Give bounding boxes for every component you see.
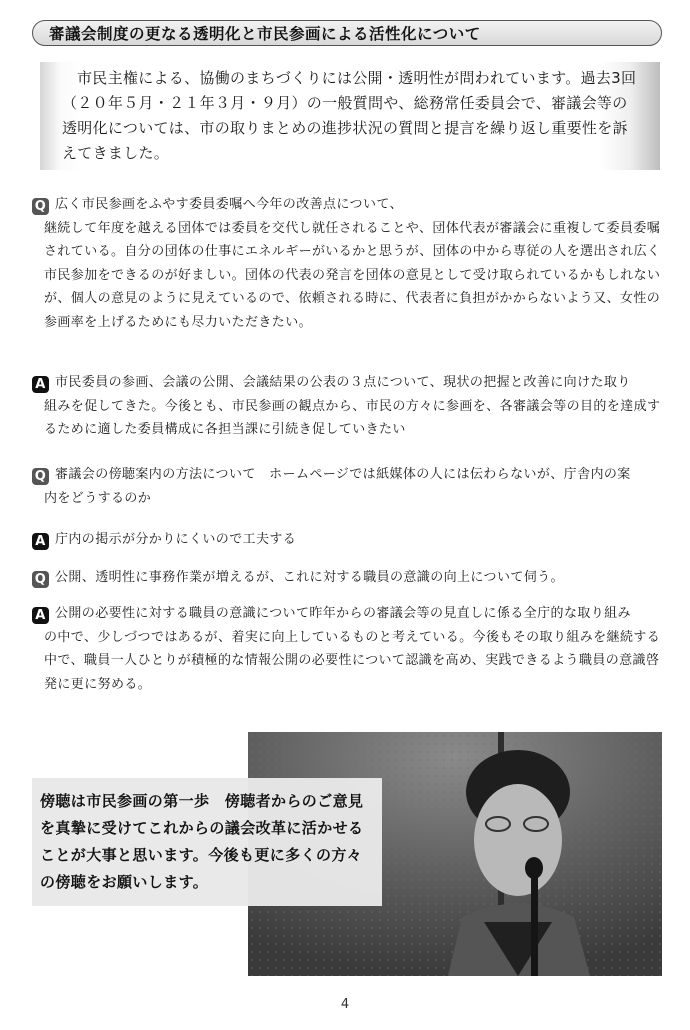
caption-box bbox=[32, 778, 382, 906]
intro-text: 市民主権による、協働のまちづくりには公開・透明性が問われています。過去3回（２０年５月・２１年３月・９月）の一般質問や、総務常任委員会で、審議会等の透明化については、市の取りまとめの進捗状況の質問と提言を繰り返し重要性を訴えてきました。 bbox=[62, 69, 637, 162]
answer-badge: A bbox=[32, 376, 49, 393]
qa-item-6 bbox=[32, 602, 666, 696]
answer-badge: A bbox=[32, 533, 49, 550]
qa-first-line: 審議会の傍聴案内の方法について ホームページでは紙媒体の人には伝わらないが、庁舎内の案 bbox=[55, 467, 631, 482]
qa-first-line: 広く市民参画をふやす委員委嘱へ今年の改善点について、 bbox=[55, 197, 403, 212]
qa-first-line: 公開、透明性に事務作業が増えるが、これに対する職員の意識の向上について伺う。 bbox=[55, 570, 564, 585]
qa-item-4 bbox=[32, 528, 666, 552]
answer-badge: A bbox=[32, 607, 49, 624]
qa-body: の中で、少しづつではあるが、着実に向上しているものと考えている。今後もその取り組みを継続する中で、職員一人ひとりが積極的な情報公開の必要性について認識を高め、実践できるよう職員の意識啓発に更に努める。 bbox=[44, 629, 661, 692]
page-number: 4 bbox=[340, 997, 350, 1012]
question-badge: Q bbox=[32, 571, 49, 588]
question-badge: Q bbox=[32, 468, 49, 485]
qa-body: 組みを促してきた。今後とも、市民参画の観点から、市民の方々に参画を、各審議会等の目的を達成するために適した委員構成に各担当課に引続き促していきたい bbox=[44, 398, 661, 437]
section-title: 審議会制度の更なる透明化と市民参画による活性化について bbox=[49, 25, 481, 43]
qa-body: 継続して年度を越える団体では委員を交代し就任されることや、団体代表が審議会に重複して委員委嘱されている。自分の団体の仕事にエネルギーがいるかと思うが、団体の中から専従の人を選出され広く市民参加をできるのが好ましい。団体の代表の発言を団体の意見として受け取られているかもしれないが、個人の意見のように見えているので、依頼される時に、代表者に負担がかからないよう又、女性の参画率を上げるためにも尽力いただきたい。 bbox=[44, 220, 661, 330]
question-badge: Q bbox=[32, 198, 49, 215]
intro-box bbox=[40, 62, 660, 170]
section-title-bar bbox=[32, 20, 662, 46]
qa-item-5 bbox=[32, 566, 666, 590]
qa-first-line: 市民委員の参画、会議の公開、会議結果の公表の３点について、現状の把握と改善に向けた取り bbox=[55, 375, 631, 390]
qa-first-line: 公開の必要性に対する職員の意識について昨年からの審議会等の見直しに係る全庁的な取り組み bbox=[55, 606, 631, 621]
qa-item-1 bbox=[32, 193, 666, 334]
qa-item-3 bbox=[32, 463, 666, 510]
qa-item-2 bbox=[32, 371, 666, 442]
qa-first-line: 庁内の掲示が分かりにくいので工夫する bbox=[55, 532, 297, 547]
caption-text: 傍聴は市民参画の第一歩 傍聴者からのご意見を真摯に受けてこれからの議会改革に活かせることが大事と思います。今後も更に多くの方々の傍聴をお願いします。 bbox=[40, 792, 364, 891]
qa-body: 内をどうするのか bbox=[44, 490, 152, 506]
